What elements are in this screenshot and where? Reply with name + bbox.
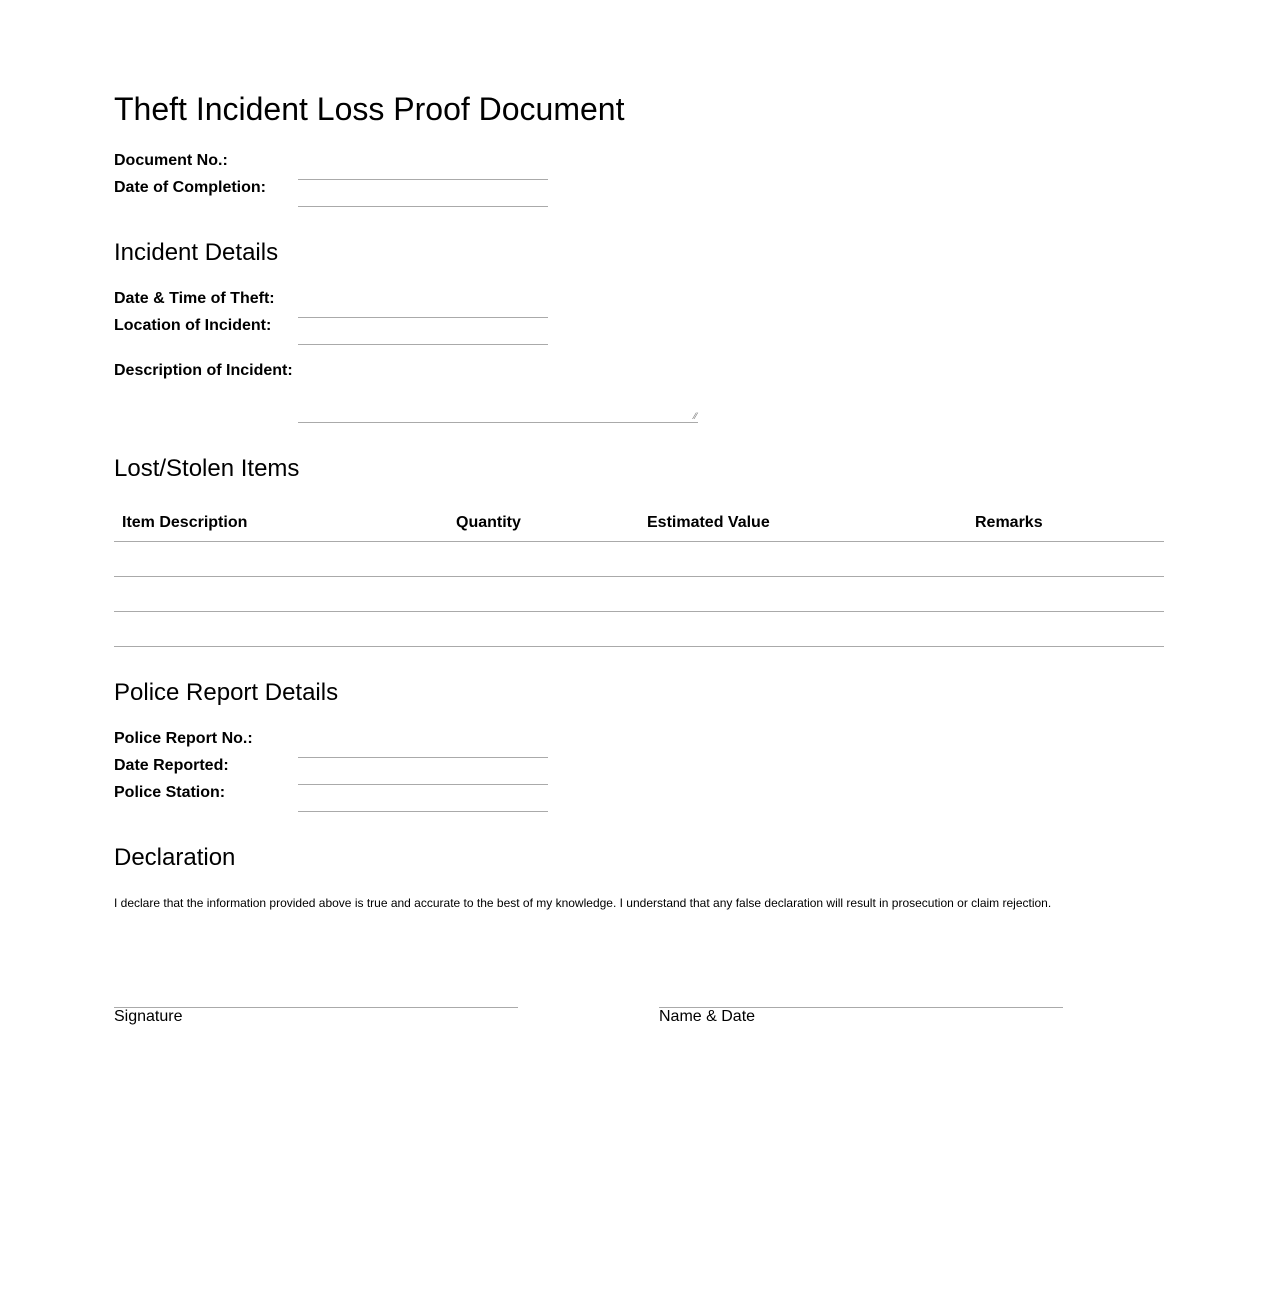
police-station-label: Police Station:: [114, 784, 226, 801]
declaration-text: I declare that the information provided above is true and accurate to the best of my knowledge. I understand that any false declaration will result in prosecution or claim rejection.: [114, 896, 1052, 910]
date-reported-label: Date Reported:: [114, 757, 229, 774]
date-reported-input[interactable]: [298, 784, 548, 785]
column-estimated-value: Estimated Value: [647, 514, 770, 531]
lost-items-heading: Lost/Stolen Items: [114, 455, 300, 482]
location-input[interactable]: [298, 344, 548, 345]
description-textarea[interactable]: [298, 380, 698, 423]
location-label: Location of Incident:: [114, 317, 272, 334]
column-quantity: Quantity: [456, 514, 521, 531]
description-label: Description of Incident:: [114, 362, 293, 379]
date-time-input[interactable]: [298, 317, 548, 318]
date-of-completion-label: Date of Completion:: [114, 179, 266, 196]
table-row[interactable]: [114, 646, 1164, 647]
name-date-label: Name & Date: [659, 1008, 756, 1025]
column-item-description: Item Description: [122, 514, 248, 531]
column-remarks: Remarks: [975, 514, 1043, 531]
police-station-input[interactable]: [298, 811, 548, 812]
police-report-no-input[interactable]: [298, 757, 548, 758]
date-of-completion-input[interactable]: [298, 206, 548, 207]
document-no-label: Document No.:: [114, 152, 228, 169]
date-time-label: Date & Time of Theft:: [114, 290, 275, 307]
police-report-heading: Police Report Details: [114, 679, 339, 706]
signature-label: Signature: [114, 1008, 183, 1025]
table-row[interactable]: [114, 576, 1164, 577]
document-no-input[interactable]: [298, 179, 548, 180]
document-title: Theft Incident Loss Proof Document: [114, 91, 625, 127]
resize-grip-icon[interactable]: ⁄⁄: [693, 411, 697, 421]
incident-details-heading: Incident Details: [114, 239, 279, 266]
declaration-heading: Declaration: [114, 844, 236, 871]
table-header-divider: [114, 541, 1164, 542]
table-row[interactable]: [114, 611, 1164, 612]
police-report-no-label: Police Report No.:: [114, 730, 253, 747]
